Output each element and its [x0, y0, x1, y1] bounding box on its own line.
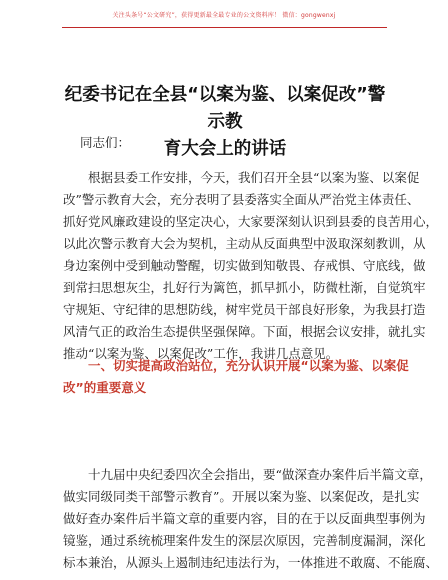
paragraph-line: 做实同级同类干部警示教育”。开展以案为鉴、以案促改，是扎实: [63, 489, 420, 504]
paragraph-line: 根据县委工作安排，今天，我们召开全县“以案为鉴、以案促: [88, 170, 420, 185]
paragraph-line: 十九届中央纪委四次全会指出，要“做深查办案件后半篇文章，: [88, 467, 432, 482]
paragraph-line: 镜鉴，通过系统梳理案件发生的深层次原因，完善制度漏洞，深化: [63, 533, 426, 548]
paragraph-line: 改”警示教育大会，充分表明了县委落实全面从严治党主体责任、: [63, 192, 420, 207]
paragraph-line: 身边案例中受到触动警醒，切实做到知敬畏、存戒惧、守底线，做: [63, 258, 426, 273]
paragraph-line: 风清气正的政治生态提供坚强保障。下面，根据会议安排，就扎实: [63, 324, 426, 339]
paragraph-line: 做好查办案件后半篇文章的重要内容，目的在于以反面典型事例为: [63, 511, 426, 526]
title-line-2: 育大会上的讲话: [163, 139, 287, 159]
paragraph-line: 标本兼治，从源头上遏制违纪违法行为，一体推进不敢腐、不能腐、: [63, 555, 439, 570]
paragraph-line: 守规矩、守纪律的思想防线，树牢党员干部良好形象，为我县打造: [63, 302, 426, 317]
heading-line: 改”的重要意义: [63, 380, 147, 395]
paragraph-1: [63, 167, 439, 365]
paragraph-line: 到常扫思想灰尘，扎好行为篱笆，抓早抓小，防微杜渐，自觉筑牢: [63, 280, 426, 295]
paragraph-2: [63, 464, 439, 574]
header-promo-note: 关注头条号“公文研究”，获得更新最全最专业的公文资料库！ 微信：gongwenxj: [112, 12, 336, 19]
paragraph-line: 抓好党风廉政建设的坚定决心，大家要深刻认识到县委的良苦用心，: [63, 214, 439, 229]
paragraph-line: 以此次警示教育大会为契机，主动从反面典型中汲取深刻教训，从: [63, 236, 426, 251]
title-line-1: 纪委书记在全县“以案为鉴、以案促改”警示教: [64, 85, 386, 132]
section-heading-1: [63, 355, 409, 399]
salutation: 同志们：: [80, 135, 131, 150]
heading-line: 一、切实提高政治站位，充分认识开展“以案为鉴、以案促: [88, 358, 409, 373]
paragraph-line: 推动“以案为鉴、以案促改”工作，我讲几点意见。: [63, 346, 339, 361]
header-divider: [62, 27, 387, 28]
